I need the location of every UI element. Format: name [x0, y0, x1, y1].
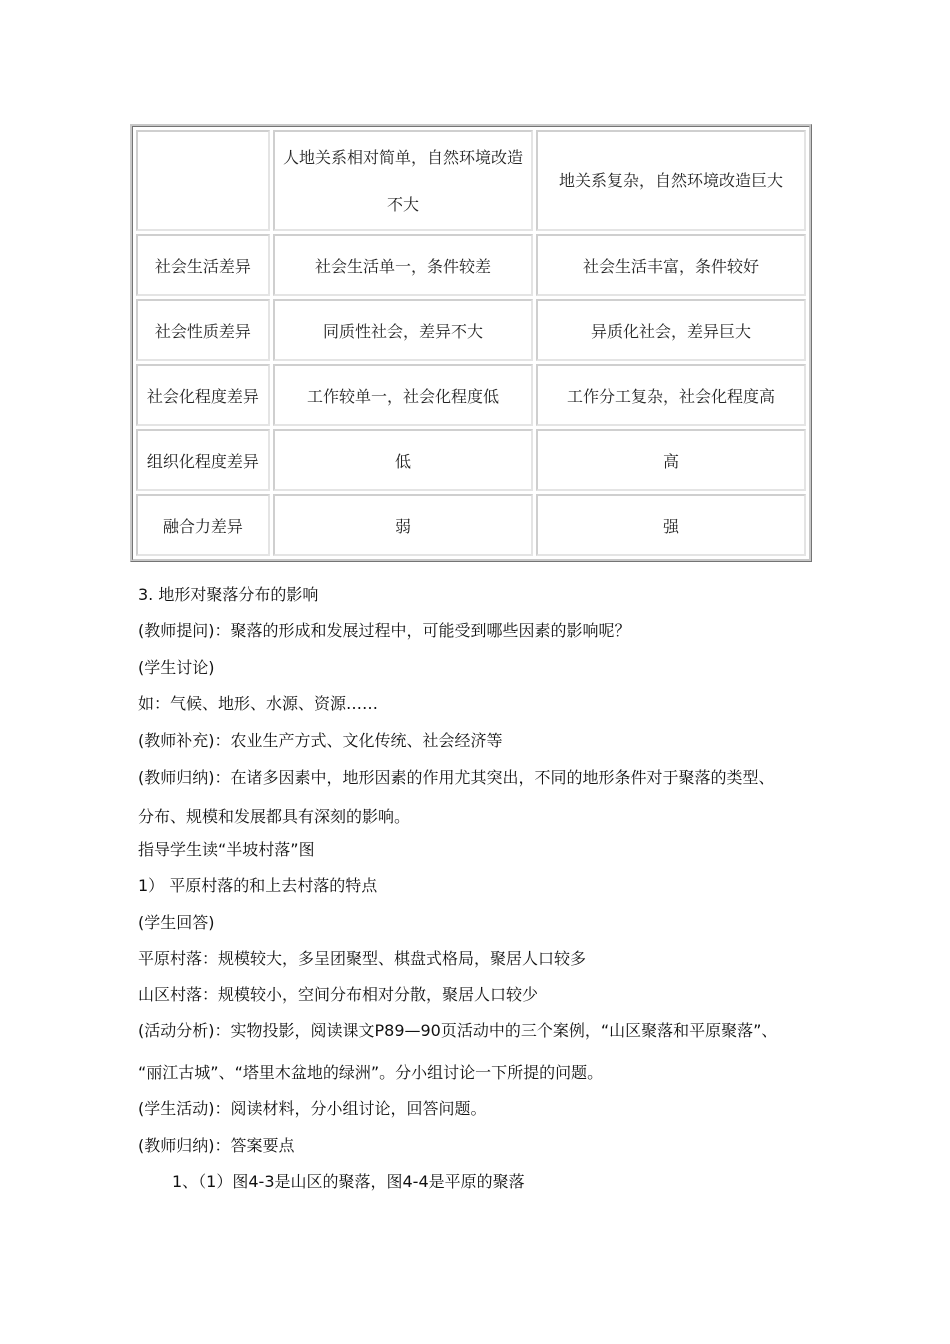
- table-cell: 社会生活单一，条件较差: [273, 234, 533, 296]
- paragraph-line: (教师归纳)：在诸多因素中，地形因素的作用尤其突出，不同的地形条件对于聚落的类型、: [138, 768, 775, 787]
- paragraph-line: (学生回答): [138, 913, 215, 932]
- table-cell: 工作分工复杂，社会化程度高: [536, 364, 806, 426]
- table-row: [136, 234, 806, 296]
- paragraph-line: (学生讨论): [138, 658, 215, 677]
- table-row: [136, 494, 806, 556]
- paragraph-line: (活动分析)：实物投影，阅读课文P89—90页活动中的三个案例，“山区聚落和平原聚落”、: [138, 1021, 778, 1040]
- comparison-table: [130, 124, 812, 562]
- table-cell: 社会性质差异: [136, 299, 270, 361]
- table-cell: 社会生活差异: [136, 234, 270, 296]
- paragraph-line: (教师归纳)：答案要点: [138, 1136, 295, 1155]
- paragraph-line: 指导学生读“半坡村落”图: [138, 840, 315, 859]
- table-cell: 弱: [273, 494, 533, 556]
- paragraph-line: 1、（1）图4-3是山区的聚落，图4-4是平原的聚落: [172, 1172, 525, 1191]
- table-cell: 同质性社会，差异不大: [273, 299, 533, 361]
- table-cell: [136, 130, 270, 231]
- table-cell: 强: [536, 494, 806, 556]
- table-cell: 组织化程度差异: [136, 429, 270, 491]
- paragraph-line: 平原村落：规模较大，多呈团聚型、棋盘式格局，聚居人口较多: [138, 949, 587, 968]
- table-cell: [273, 130, 533, 231]
- table-cell: 工作较单一，社会化程度低: [273, 364, 533, 426]
- table-cell: 异质化社会，差异巨大: [536, 299, 806, 361]
- table-cell: 高: [536, 429, 806, 491]
- table-cell: 融合力差异: [136, 494, 270, 556]
- table-header-row: [136, 130, 806, 231]
- paragraph-line: (学生活动)：阅读材料，分小组讨论，回答问题。: [138, 1099, 487, 1118]
- table-cell-text: 人地关系相对简单，自然环境改造不大: [282, 147, 523, 214]
- paragraph-line: (教师提问)：聚落的形成和发展过程中，可能受到哪些因素的影响呢？: [138, 621, 631, 640]
- paragraph-line: 分布、规模和发展都具有深刻的影响。: [138, 807, 411, 826]
- table-cell: 社会化程度差异: [136, 364, 270, 426]
- table-row: [136, 299, 806, 361]
- table-row: [136, 429, 806, 491]
- paragraph-line: (教师补充)：农业生产方式、文化传统、社会经济等: [138, 731, 503, 750]
- table-cell: 社会生活丰富，条件较好: [536, 234, 806, 296]
- paragraph-line: 如：气候、地形、水源、资源……: [138, 694, 379, 713]
- paragraph-line: “丽江古城”、“塔里木盆地的绿洲”。分小组讨论一下所提的问题。: [138, 1063, 604, 1082]
- paragraph-line: 山区村落：规模较小，空间分布相对分散，聚居人口较少: [138, 985, 539, 1004]
- table-cell: 地关系复杂，自然环境改造巨大: [536, 130, 806, 231]
- paragraph-line: 1） 平原村落的和上去村落的特点: [138, 876, 378, 895]
- section-heading: 3. 地形对聚落分布的影响: [138, 585, 319, 604]
- table-row: [136, 364, 806, 426]
- table-cell: 低: [273, 429, 533, 491]
